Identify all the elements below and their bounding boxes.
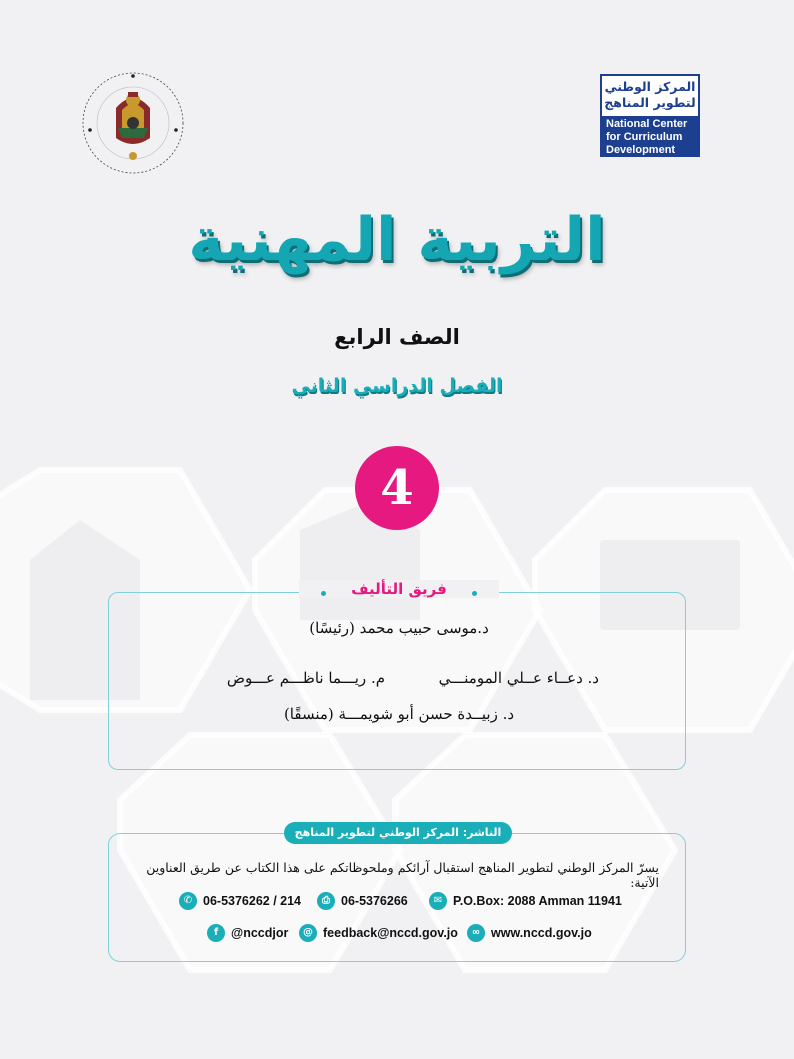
contact-website[interactable] [467,923,592,943]
contact-email[interactable] [299,923,458,943]
logo-arabic-line1: المركز الوطني [604,79,696,94]
logo-english-line3: Development [606,144,676,156]
pobox-text: P.O.Box: 2088 Amman 11941 [453,894,622,908]
publisher-panel [108,826,686,962]
logo-english-line1: National Center [606,118,688,130]
facebook-text[interactable]: @nccdjor [231,926,289,940]
phone-text: 06-5376262 / 214 [203,894,302,908]
logo-arabic-line2: لتطوير المناهج [604,95,696,110]
crest-icon [78,68,188,178]
publisher-logo [600,74,700,157]
grade-label: الصف الرابع [334,325,460,349]
author-3: م. ريـــما ناظـــم عـــوض [226,669,385,687]
logo-english-line2: for Curriculum [606,131,683,143]
authors-heading [299,580,499,598]
fax-icon: ⎙ [317,892,335,910]
contact-phone [179,891,301,911]
phone-icon: ✆ [179,892,197,910]
author-4: د. زبيــدة حسن أبو شويمـــة (منسقًا) [283,705,515,723]
book-number-badge: 4 [355,446,439,530]
mail-icon: ✉ [429,892,447,910]
semester-label: الفصل الدراسي الثاني [291,375,503,397]
website-text[interactable]: www.nccd.gov.jo [491,926,592,940]
author-2: د. دعــاء عــلي المومنـــي [438,669,599,687]
contact-pobox [429,891,622,911]
book-title: التربية المهنية [188,205,606,275]
contact-facebook[interactable] [207,923,288,943]
facebook-icon: f [207,924,225,942]
authors-heading-text: فريق التأليف [351,580,447,598]
feedback-note: يسرّ المركز الوطني لتطوير المناهج استقبال آرائكم وملحوظاتكم على هذا الكتاب عن طريق العناوين الآتية: [146,860,659,890]
author-lead: د.موسى حبيب محمد (رئيسًا) [309,619,489,637]
contact-fax [317,891,408,911]
link-icon: ∞ [467,924,485,942]
authors-panel [108,580,686,770]
publisher-tab: الناشر: المركز الوطني لتطوير المناهج [284,822,512,844]
fax-text: 06-5376266 [341,894,408,908]
email-text[interactable]: feedback@nccd.gov.jo [323,926,458,940]
at-icon: @ [299,924,317,942]
